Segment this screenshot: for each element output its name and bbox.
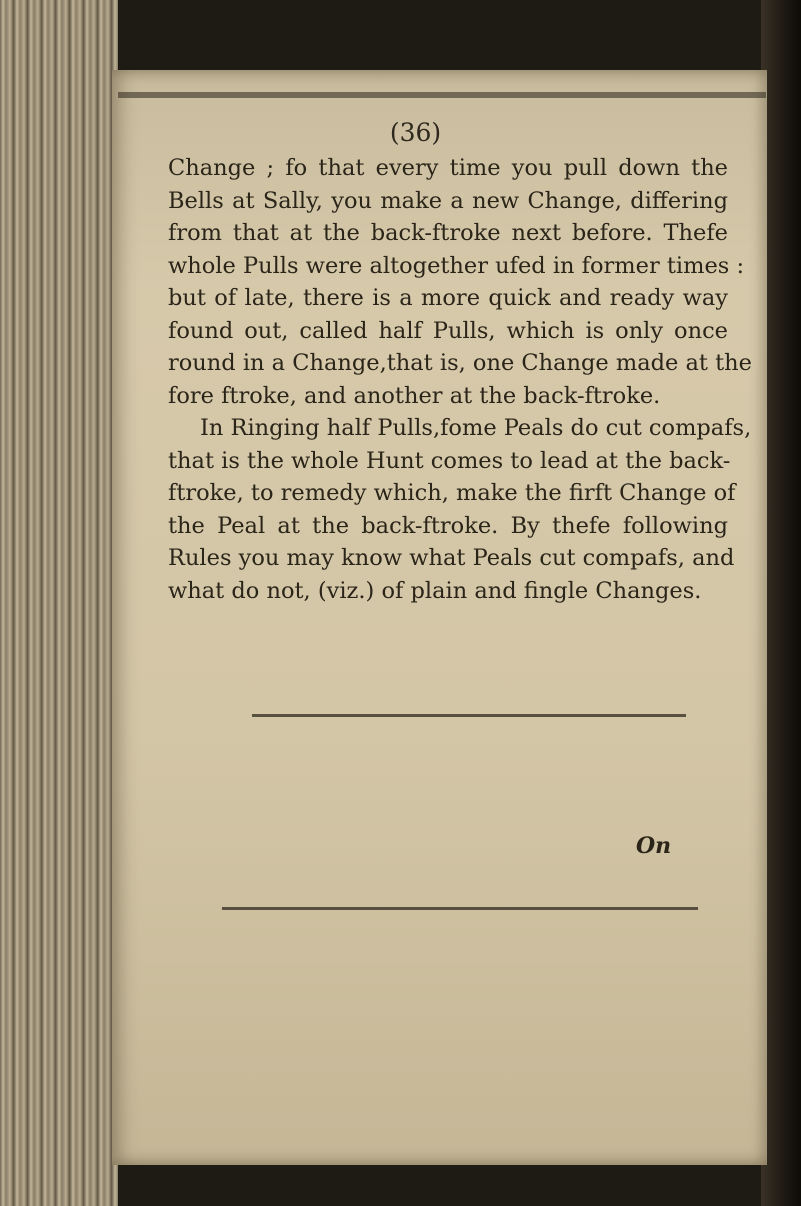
text-line: round in a Change,that is, one Change made at the <box>168 350 752 376</box>
section-divider-rule <box>252 714 686 717</box>
page-body-text <box>168 152 752 607</box>
text-line: Bells at Sally, you make a new Change, differing <box>168 187 728 214</box>
text-line: Change ; fo that every time you pull down the <box>168 155 728 181</box>
text-line: what do not, (viz.) of plain and fingle Changes. <box>168 577 702 604</box>
text-line: but of late, there is a more quick and ready way <box>168 285 728 311</box>
text-line: Rules you may know what Peals cut compafs, and <box>168 545 735 571</box>
section-divider-rule <box>222 907 698 910</box>
text-line: whole Pulls were altogether ufed in former times : <box>168 252 745 279</box>
text-line: In Ringing half Pulls,fome Peals do cut compafs, <box>200 415 752 441</box>
page-top-rule <box>118 92 766 98</box>
book-binding-edge <box>0 0 118 1206</box>
text-line: that is the whole Hunt comes to lead at the back- <box>168 447 731 474</box>
text-line: found out, called half Pulls, which is only once <box>168 317 728 344</box>
page-number: (36) <box>389 118 442 147</box>
text-line: the Peal at the back-ftroke. By thefe following <box>168 512 728 539</box>
text-line: ftroke, to remedy which, make the firft Change of <box>168 480 736 506</box>
book-right-edge <box>761 0 801 1206</box>
catchword: On <box>636 833 672 859</box>
text-line: fore ftroke, and another at the back-ftroke. <box>168 382 661 409</box>
text-line: from that at the back-ftroke next before. Thefe <box>168 220 728 246</box>
